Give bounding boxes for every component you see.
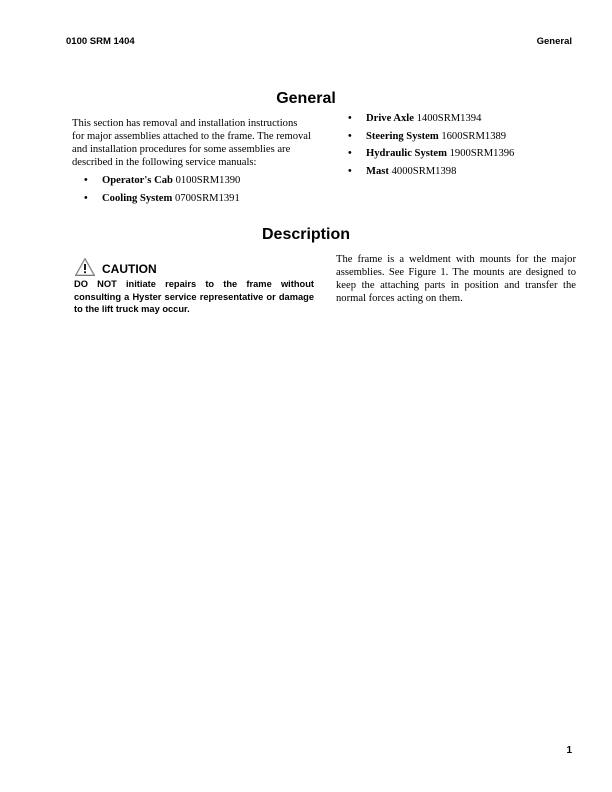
caution-box: [74, 256, 314, 316]
caution-text: DO NOT initiate repairs to the frame without consulting a Hyster service representative or damage to the lift truck may occur.: [74, 279, 314, 314]
manual-ref: 1400SRM1394: [416, 113, 482, 124]
bullet-icon: •: [348, 130, 352, 142]
list-item: [336, 130, 582, 143]
manual-name: Mast: [366, 165, 389, 177]
header-doc-code: 0100 SRM 1404: [66, 36, 135, 47]
warning-triangle-icon: [74, 257, 96, 277]
list-item: [336, 147, 582, 160]
bullet-icon: •: [348, 148, 352, 159]
section-title-description: Description: [261, 226, 350, 243]
header-section: General: [536, 36, 572, 47]
manual-name: Hydraulic System: [366, 148, 447, 159]
bullet-icon: •: [84, 175, 88, 186]
general-right-column: [336, 112, 582, 182]
manual-ref: 1900SRM1396: [449, 148, 515, 159]
bullet-icon: •: [348, 113, 352, 124]
list-item: [72, 192, 312, 205]
manual-ref: 0100SRM1390: [175, 175, 241, 186]
manual-name: Cooling System: [102, 192, 173, 204]
general-intro: This section has removal and installation instructions for major assemblies attached to the frame. The removal and installation procedures for some assemblies are described in the following service manuals:: [72, 118, 311, 168]
manual-ref: 1600SRM1389: [441, 130, 507, 142]
manual-name: Drive Axle: [366, 113, 414, 124]
section-title-general: General: [276, 90, 336, 107]
bullet-icon: •: [84, 192, 88, 204]
caution-title: CAUTION: [102, 262, 157, 276]
page-number: 1: [566, 745, 572, 756]
general-left-column: [72, 117, 312, 209]
manual-ref: 0700SRM1391: [175, 192, 240, 204]
manual-name: Operator's Cab: [102, 175, 173, 186]
manual-name: Steering System: [366, 130, 439, 142]
description-body: The frame is a weldment with mounts for the major assemblies. See Figure 1. The mounts are designed to keep the attaching parts in position and transfer the normal forces acting on them.: [336, 254, 576, 304]
manual-list-right: [336, 112, 582, 178]
caution-header: [74, 256, 314, 278]
list-item: [72, 174, 312, 187]
list-item: [336, 112, 582, 125]
manual-ref: 4000SRM1398: [391, 165, 457, 177]
bullet-icon: •: [348, 165, 352, 177]
list-item: [336, 165, 582, 178]
manual-list-left: [72, 174, 312, 205]
